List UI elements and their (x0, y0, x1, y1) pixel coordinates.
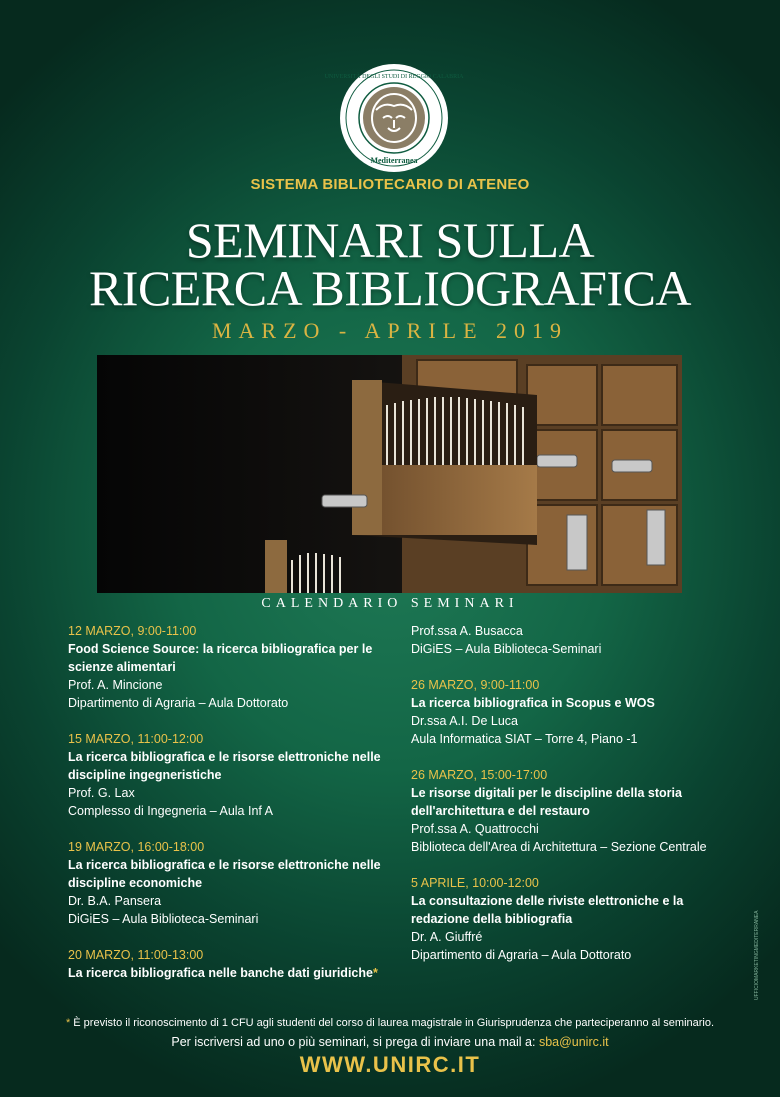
event-item (68, 622, 388, 712)
seal-ring-text-bottom: Mediterranea (370, 156, 418, 165)
event-item (68, 730, 388, 820)
cfu-footnote (0, 1017, 780, 1029)
subscribe-text: Per iscriversi ad uno o più seminari, si prega di inviare una mail a: (171, 1035, 536, 1049)
calendar-heading: CALENDARIO SEMINARI (261, 596, 519, 611)
page-title-line-2: RICERCA BIBLIOGRAFICA (88, 260, 692, 316)
footnote-marker: * (372, 966, 378, 980)
event-title: La ricerca bibliografica e le risorse elettroniche nelle (68, 750, 381, 764)
footnote-marker: * (65, 1017, 71, 1029)
event-date: 15 MARZO, 11:00-12:00 (68, 732, 204, 746)
event-speaker: Dr. B.A. Pansera (68, 894, 162, 908)
event-item (411, 766, 741, 856)
event-item (411, 874, 741, 964)
event-title: Food Science Source: la ricerca bibliografica per le (68, 642, 373, 656)
event-title: La ricerca bibliografica e le risorse elettroniche nelle (68, 858, 381, 872)
event-title: discipline ingegneristiche (68, 768, 222, 782)
event-speaker: Prof.ssa A. Busacca (411, 624, 523, 638)
event-location: Aula Informatica SIAT – Torre 4, Piano -1 (411, 732, 638, 746)
event-speaker: Dr. A. Giuffré (411, 930, 483, 944)
seal-ring-text-top: UNIVERSITÀ DEGLI STUDI DI REGGIO CALABRIA (324, 74, 464, 80)
subscribe-line (0, 1035, 780, 1049)
website-link[interactable]: WWW.UNIRC.IT (299, 1052, 481, 1077)
page-title-line-1: SEMINARI SULLA (185, 212, 595, 268)
event-item (68, 838, 388, 928)
event-date: 26 MARZO, 9:00-11:00 (411, 678, 540, 692)
event-title: La consultazione delle riviste elettroniche e la (411, 894, 684, 908)
event-speaker: Prof.ssa A. Quattrocchi (411, 822, 539, 836)
event-title: discipline economiche (68, 876, 203, 890)
event-date: 20 MARZO, 11:00-13:00 (68, 948, 204, 962)
event-location: Dipartimento di Agraria – Aula Dottorato (68, 696, 289, 710)
card-catalogue-photo (97, 355, 682, 593)
event-title: dell'architettura e del restauro (411, 804, 590, 818)
event-continuation (411, 622, 741, 658)
footnote-text: È previsto il riconoscimento di 1 CFU agli studenti del corso di laurea magistrale in Giurisprudenza che parteciperanno al seminario. (73, 1017, 715, 1029)
event-item (68, 946, 388, 982)
event-title: La ricerca bibliografica in Scopus e WOS (411, 696, 655, 710)
library-system-label: SISTEMA BIBLIOTECARIO DI ATENEO (250, 176, 530, 193)
event-title: Le risorse digitali per le discipline della storia (411, 786, 682, 800)
event-location: Dipartimento di Agraria – Aula Dottorato (411, 948, 632, 962)
event-title: redazione della bibliografia (411, 912, 573, 926)
event-location: Biblioteca dell'Area di Architettura – Sezione Centrale (411, 840, 707, 854)
event-title: scienze alimentari (68, 660, 176, 674)
event-speaker: Prof. G. Lax (68, 786, 135, 800)
event-date: 12 MARZO, 9:00-11:00 (68, 624, 197, 638)
email-link[interactable]: sba@unirc.it (538, 1035, 609, 1049)
event-date: 19 MARZO, 16:00-18:00 (68, 840, 205, 854)
period-subtitle: MARZO - APRILE 2019 (211, 318, 569, 343)
event-speaker: Prof. A. Mincione (68, 678, 163, 692)
credit-vertical-text: UFFICIOMARKETINGMEDITERRANEA (754, 910, 760, 1000)
university-seal-logo (324, 62, 464, 174)
event-date: 5 APRILE, 10:00-12:00 (411, 876, 539, 890)
event-date: 26 MARZO, 15:00-17:00 (411, 768, 548, 782)
event-location: DiGiES – Aula Biblioteca-Seminari (411, 642, 602, 656)
event-item (411, 676, 741, 748)
event-location: Complesso di Ingegneria – Aula Inf A (68, 804, 273, 818)
event-title: La ricerca bibliografica nelle banche dati giuridiche (68, 966, 373, 980)
event-speaker: Dr.ssa A.I. De Luca (411, 714, 518, 728)
event-location: DiGiES – Aula Biblioteca-Seminari (68, 912, 259, 926)
